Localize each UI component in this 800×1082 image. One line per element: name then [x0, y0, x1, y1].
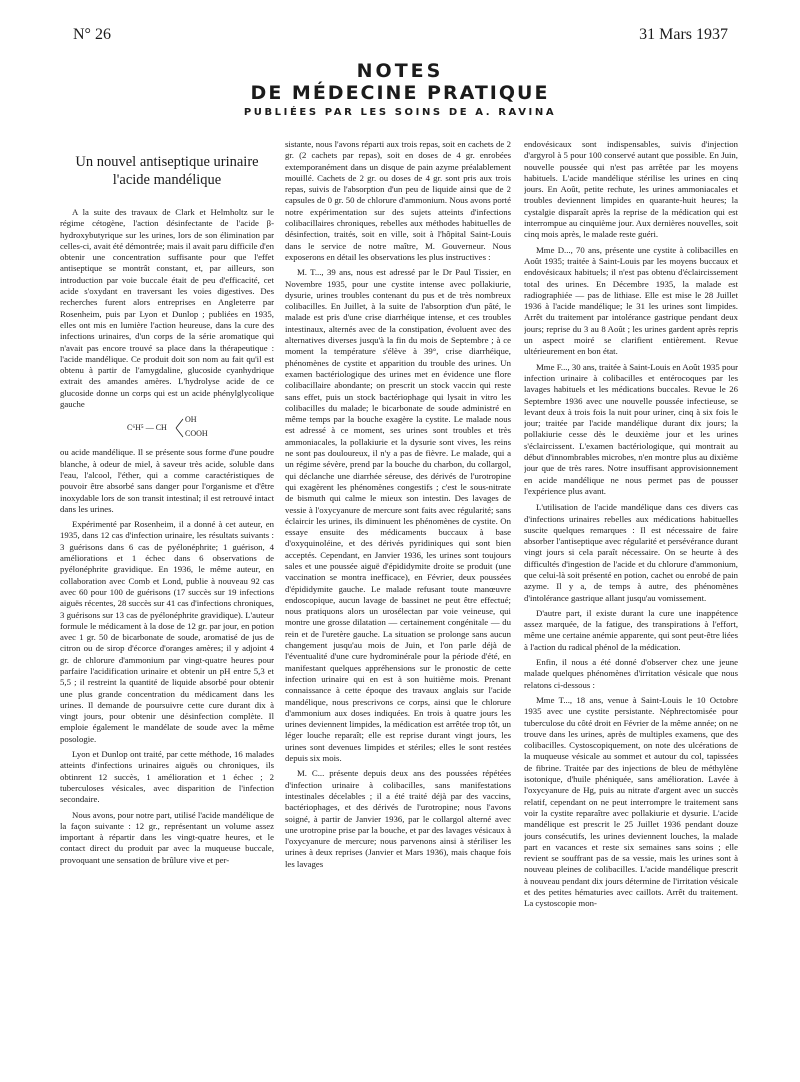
- paragraph: M. C... présente depuis deux ans des poussées répétées d'infection urinaire à colibacilles, sans manifestations intestinales décelables ; il a été traité déjà par des vaccins, bactériophages, et des dérivés de l'urotropine; nous l'avons soigné, à partir de Janvier 1936, par le collargol alterné avec une urotropine prise par la bouche, et par des lavages vésicaux à l'oxycyanure de mercure; nous parvenons ainsi à stériliser les urines à deux reprises (Janvier et Mars 1936), mais chaque fois les lavages: [285, 768, 511, 869]
- article-title-line1: Un nouvel antiseptique urinaire: [75, 154, 259, 170]
- paragraph: L'utilisation de l'acide mandélique dans ces divers cas d'infections urinaires rebelles aux médications habituelles suscite quelques remarques : Il est nécessaire de faire absorber l'antiseptique avec régularité et persévérance durant vingt jours si cela paraît nécessaire. On se heurte à des difficultés d'ingestion de l'acide et du chlorure d'ammonium, que celui-là soit présenté en potion, cachet ou enrobé de pain azyme. Il y a, de temps à autre, des phénomènes d'intolérance gastrique allant jusqu'au vomissement.: [524, 502, 738, 603]
- formula-base: C⁶H⁵ — CH: [127, 423, 167, 433]
- formula-branch: [175, 416, 185, 440]
- issue-number: N° 26: [73, 26, 111, 43]
- paragraph: M. T..., 39 ans, nous est adressé par le Dr Paul Tissier, en Novembre 1935, pour une cystite intense avec pollakiurie, dysurie, urines troubles contenant du pus et de très nombreux colibacilles. En Juillet, à la suite de l'absorption d'un pâté, le malade est pris d'une crise diarrhéique intense, et ces troubles intestinaux, alternés avec de la constipation, évoluent avec des alternatives diverses jusqu'à la fin du mois de Septembre ; à ce moment la température s'élève à 39°, crise diarrhéique, phénomènes de cystite et apparition du trouble des urines. Un examen bactériologique des urines met en évidence une flore colibacillaire abondante; on prescrit un stock vaccin qui reste sans effet, puis un stock bactériophage qui lysait in vitro les colibacilles du malade; le bicarbonate de soude administré en même temps par la bouche exagère la cystite. Le malade nous est adressé à ce moment, ses urines sont troubles et très ammoniacales, la pollakiurie et la dysurie sont vives, les reins ne sont pas douloureux, il n'y a pas de fièvre. Le malade, qui a un régime sévère, prend par la bouche du charbon, du collargol, qui déclanche une diarrhée séreuse, des dérivés de l'urotropine qui exagèrent les phénomènes congestifs ; c'est le sous-nitrate de bismuth qui calme le mieux son intestin. Des lavages de vessie à l'oxycyanure de mercure sont faits avec régularité; sans éclaircir les urines, ils diminuent les phénomènes de cystite. On essaye ensuite des médicaments buccaux à base d'oxyquinoléine, et des dérivés pyridiniques qui sont bien acceptés. Cependant, en Janvier 1936, les urines sont toujours sales et une poussée aiguë d'épididymite droite se produit (une vaccination se montra inefficace), en Février, deux poussées d'épididymite gauche. Le malade refusant toute manœuvre endoscopique, aucun lavage de bassinet ne peut être effectué; nous pratiquons alors un urosélectan par voie veineuse, qui montre une grosse dilatation — certainement congénitale — du rein et de l'uretère gauche. La situation se prolonge sans aucun changement jusqu'au mois de Juin, et l'on parle déjà de l'éventualité d'une cure hydrominérale pour la période d'été, en manifestant quelques appréhensions sur le pronostic de cette infection urinaire qui en est à son huitième mois. Prenant connaissance à cette époque des travaux anglais sur l'acide mandélique, nous prescrivons ce corps, ainsi que le chlorure d'ammonium aux doses indiquées. En trois à quatre jours les urines deviennent limpides, la médication est arrêtée trop tôt, un léger louche reparaît; elle est reprise durant vingt jours, les urines sont devenues limpides et stériles; elles le sont restées depuis six mois.: [285, 267, 511, 764]
- masthead-title-line2: DE MÉDECINE PRATIQUE: [250, 82, 550, 104]
- formula-cooh: COOH: [185, 429, 208, 439]
- masthead-subtitle: PUBLIÉES PAR LES SOINS DE A. RAVINA: [243, 107, 557, 118]
- paragraph: Lyon et Dunlop ont traité, par cette méthode, 16 malades atteints d'infections urinaires aiguës ou chroniques, ils obtinrent 12 succès, 1 amélioration et 1 échec ; 2 tuberculoses vésicales, avec disparition de l'infection secondaire.: [60, 749, 274, 805]
- chemical-formula: [60, 413, 274, 443]
- article-title: [60, 153, 274, 189]
- paragraph: D'autre part, il existe durant la cure une inappétence assez marquée, de la fatigue, des transpirations à l'effort, même une certaine anémie apparente, qui sont peut-être liées à l'action du radical phénol de la médication.: [524, 607, 738, 652]
- column-1: [60, 139, 274, 1059]
- article-title-line2: l'acide mandélique: [112, 172, 222, 188]
- page-header: [73, 26, 728, 48]
- paragraph: Nous avons, pour notre part, utilisé l'acide mandélique de la façon suivante : 12 gr., représentant un volume assez important à répartir dans les vingt-quatre heures, et le contact direct du produit par avec la muqueuse buccale, provoquant une sensation de brûlure vive et per-: [60, 809, 274, 865]
- column-3: [524, 139, 738, 1059]
- paragraph: endovésicaux sont indispensables, suivis d'injection d'argyrol à 5 pour 100 conservé autant que possible. En Juin, nouvelle poussée qui n'est pas arrêtée par les moyens habituels. L'acide mandélique stérilise les urines en cinq jours. En Août, petite rechute, les urines ammoniacales et troubles deviennent limpides en quarante-huit heures; la cystalgie disparaît après la reprise de la médication qui est interrompue au cinquième jour. Aux dernières nouvelles, soit cinq mois après, le malade reste guéri.: [524, 139, 738, 240]
- paragraph: sistante, nous l'avons réparti aux trois repas, soit en cachets de 2 gr. (2 cachets par repas), soit en doses de 4 gr. enrobées extemporanément dans un disque de pain azyme préalablement mouillé. Cachets de 2 gr. ou doses de 4 gr. sont pris aux trois repas, suivis de l'absorption d'un peu de liquide ainsi que de 2 capsules de 0 gr. 50 de chlorure d'ammonium. Nous avons porté notre expérimentation sur des sujets atteints d'infections colibacillaires chroniques, rebelles aux méthodes habituelles de désinfection, traités, soit en ville, soit à l'hôpital Saint-Louis dans le service de notre maître, M. Gouverneur. Nous exposerons en détail les observations les plus instructives :: [285, 139, 511, 262]
- column-2: [285, 139, 511, 1059]
- masthead-title: NOTES: [356, 60, 444, 82]
- paragraph: Expérimenté par Rosenheim, il a donné à cet auteur, en 1935, dans 12 cas d'infection urinaire, les résultats suivants : 3 guérisons dans 6 cas de pyélonéphrite; 1 guérison, 4 améliorations et 1 échec dans 6 observations de pyélonéphrite gravidique. En 1936, le même auteur, en collaboration avec Comb et Lond, publie à nouveau 92 cas avec 60 pour 100 de guérisons (17 succès sur 19 infections aiguës récentes, 28 succès sur 41 cas d'infections chroniques, 3 guérisons sur 13 cas de pyélonéphrite gravidique). L'auteur formule le médicament à la dose de 12 gr. par jour, en potion avec 1 gr. 50 de bicarbonate de soude, aromatisé de jus de citron ou de sirop d'écorce d'oranges amères; il y adjoint 4 gr. de chlorure d'ammonium par vingt-quatre heures pour parfaire l'acidification urinaire et obtenir un pH entre 5,3 et 5,5 ; il restreint la quantité de liquide absorbé pour obtenir une plus grande concentration du médicament dans les urines. Il demande de poursuivre cette cure durant dix à vingt jours, pour obtenir une désinfection complète. Il emploie également le mandélate de soude avec la même posologie.: [60, 519, 274, 744]
- paragraph: ou acide mandélique. Il se présente sous forme d'une poudre blanche, à odeur de miel, à saveur très acide, soluble dans l'eau, l'alcool, l'éther, qui a comme caractéristiques de pouvoir être absorbé sans danger pour l'organisme et d'être inoxydable lors de son transit intestinal; il est retrouvé intact dans les urines.: [60, 447, 274, 514]
- paragraph: Mme D..., 70 ans, présente une cystite à colibacilles en Août 1935; traitée à Saint-Louis par les moyens buccaux et endovésicaux habituels; il n'est pas obtenu d'éclaircissement total des urines. En Décembre 1935, la malade est radiographiée — pas de lithiase. Elle est mise le 28 Juillet 1936 à l'acide mandélique; le 31 les urines sont limpides. Arrêt du traitement par intolérance gastrique pendant deux jours; reprise du 3 au 8 Août ; les urines gardent après repris un aspect moiré se clarifient entièrement. Revue ultérieurement en bon état.: [524, 244, 738, 357]
- issue-date: 31 Mars 1937: [639, 26, 728, 43]
- paragraph: A la suite des travaux de Clark et Helmholtz sur le régime cétogène, l'action désinfectante de l'acide β-hydroxybutyrique sur les urines, lors de son élimination par celles-ci, avait été démontrée; mais il avait paru difficile d'en obtenir une concentration suffisante pour que l'effet antiseptique se montrât constant, et, par ailleurs, son introduction par voie buccale était de peu d'efficacité, cet acide s'oxydant en traversant les voies digestives. Des recherches furent alors entreprises en Angleterre par Rosenheim, puis par Lyon et Dunlop ; publiées en 1935, elles ont mis en lumière l'action heureuse, dans la cure des infections urinaires, d'un corps de la série aromatique qui n'avait pas encore trouvé sa place dans la thérapeutique : l'acide mandélique. Ce produit doit son nom au fait qu'il est obtenu à partir de l'amygdaline, glucoside cyanhydrique extrait des amandes amères. L'hydrolyse acide de ce glucoside donne un corps qui est un acide phénylglycolique gauche: [60, 207, 274, 410]
- paragraph: Enfin, il nous a été donné d'observer chez une jeune malade quelques phénomènes d'irritation vésicale que nous relatons ci-dessous :: [524, 657, 738, 690]
- formula-oh: OH: [185, 415, 197, 425]
- paragraph: Mme T..., 18 ans, venue à Saint-Louis le 10 Octobre 1935 avec une cystite persistante. Néphrectomisée pour tuberculose du côté droit en Février de la même année; on ne trouve dans les urines, après de multiples examens, que des colibacilles. Cystoscopiquement, on note des ulcérations de la muqueuse vésicale au sommet et autour du col, tapissées de fibrine. Traitée par des injections de bleu de méthylène isotonique, d'huile phéniquée, sans amélioration. Lavée à l'oxycyanure de Hg, puis au nitrate d'argent avec un succès relatif, cependant on ne peut interrompre le traitement sans voir la cystite reparaître avec pollakiurie et dysurie. L'acide mandélique est prescrit le 25 Juillet 1936 pendant douze jours consécutifs, les urines deviennent louches, la malade part en vacances et reste six semaines sans soins ; elle revient se souffrant pas de sa vessie, mais les urines sont à nouveau pleines de colibacilles. L'acide mandélique prescrit à nouveau pendant dix jours détermine de l'irritation vésicale et des petites hématuries avec caillots. Arrêt du traitement. La cystoscopie mon-: [524, 694, 738, 909]
- paragraph: Mme F..., 30 ans, traitée à Saint-Louis en Août 1935 pour infection urinaire à colibacilles et entérocoques par les lavages habituels et les médications buccales. Revue le 26 Septembre 1936 avec une nouvelle poussée infectieuse, se levant deux à trois fois la nuit pour uriner, cinq à six fois le jour; traitée par l'acide mandélique durant dix jours; la pollakiurie cesse dès le deuxième jour et les urines s'éclaircissent. L'examen bactériologique, qui montrait au début d'innombrables microbes, n'en montre plus au dixième jour que de très rares. Notre insuffisant approvisionnement en acide mandélique ne nous permet pas de pousser l'expérience plus avant.: [524, 361, 738, 496]
